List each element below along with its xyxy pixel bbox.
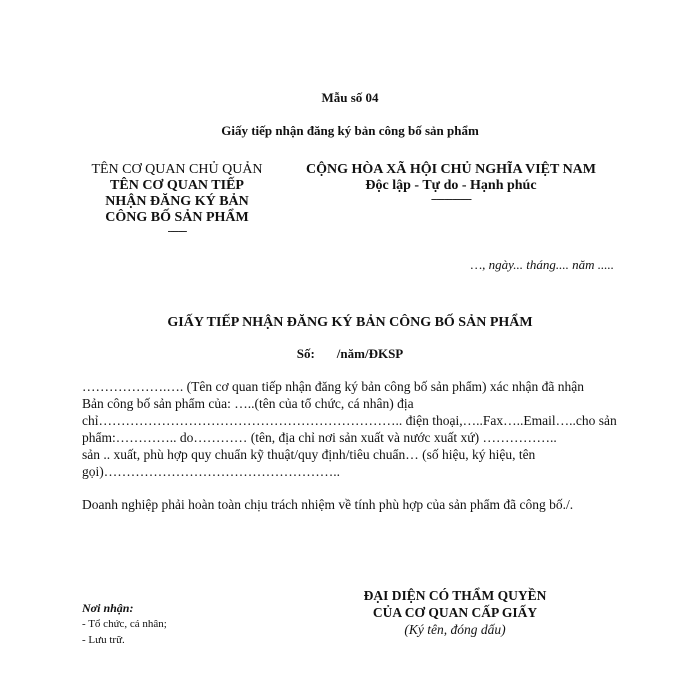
body-line: Bản công bố sản phẩm của: …..(tên của tổ chức, cá nhân) địa bbox=[82, 396, 414, 411]
commitment-paragraph: Doanh nghiệp phải hoàn toàn chịu trách nhiệm về tính phù hợp của sản phẩm đã công bố./. bbox=[82, 497, 574, 512]
document-number-label: Số: bbox=[296, 346, 315, 361]
form-number: Mẫu số 04 bbox=[321, 90, 379, 105]
recipient-item: - Tổ chức, cá nhân; bbox=[82, 618, 167, 630]
right-divider: --------------- bbox=[431, 193, 471, 205]
agency-name-line-1: TÊN CƠ QUAN TIẾP bbox=[110, 178, 244, 193]
form-title: Giấy tiếp nhận đăng ký bản công bố sản phẩm bbox=[221, 123, 479, 138]
body-line: gọi)…………………………………………….. bbox=[82, 464, 340, 479]
document-number-value: /năm/ĐKSP bbox=[336, 346, 404, 361]
agency-name-line-3: CÔNG BỐ SẢN PHẨM bbox=[105, 210, 249, 225]
signature-block bbox=[330, 587, 580, 638]
body-line: phẩm:………….. do………… (tên, địa chỉ nơi sản xuất và nước xuất xứ) …………….. bbox=[82, 430, 557, 445]
body-line: sản .. xuất, phù hợp quy chuẩn kỹ thuật/quy định/tiêu chuẩn… (số hiệu, ký hiệu, tên bbox=[82, 447, 536, 462]
agency-name-line-2: NHẬN ĐĂNG KÝ BẢN bbox=[105, 194, 249, 209]
document-number bbox=[0, 346, 700, 362]
national-motto: Độc lập - Tự do - Hạnh phúc bbox=[365, 178, 537, 193]
parent-agency: TÊN CƠ QUAN CHỦ QUẢN bbox=[91, 162, 263, 177]
national-header bbox=[286, 162, 616, 205]
document-title: GIẤY TIẾP NHẬN ĐĂNG KÝ BẢN CÔNG BỐ SẢN PHẨM bbox=[167, 315, 533, 330]
signer-title-line-2: CỦA CƠ QUAN CẤP GIẤY bbox=[372, 605, 538, 620]
date-line: …, ngày... tháng.... năm ..... bbox=[470, 257, 614, 272]
signature-note: (Ký tên, đóng dấu) bbox=[404, 622, 506, 637]
body-paragraph bbox=[82, 378, 622, 480]
signer-title-line-1: ĐẠI DIỆN CÓ THẨM QUYỀN bbox=[363, 588, 547, 603]
body-line: ……………….…. (Tên cơ quan tiếp nhận đăng ký bản công bố sản phẩm) xác nhận đã nhận bbox=[82, 379, 585, 394]
recipients-label: Nơi nhận: bbox=[82, 601, 134, 615]
recipient-item: - Lưu trữ. bbox=[82, 634, 125, 646]
left-divider: ------- bbox=[167, 225, 187, 237]
issuing-agency-header bbox=[82, 162, 272, 237]
nation-name: CỘNG HÒA XÃ HỘI CHỦ NGHĨA VIỆT NAM bbox=[305, 162, 596, 177]
body-line: chỉ………………………………………………………….. điện thoại,…..Fax…..Email…..cho sản bbox=[82, 413, 617, 428]
recipients-block bbox=[82, 600, 167, 648]
